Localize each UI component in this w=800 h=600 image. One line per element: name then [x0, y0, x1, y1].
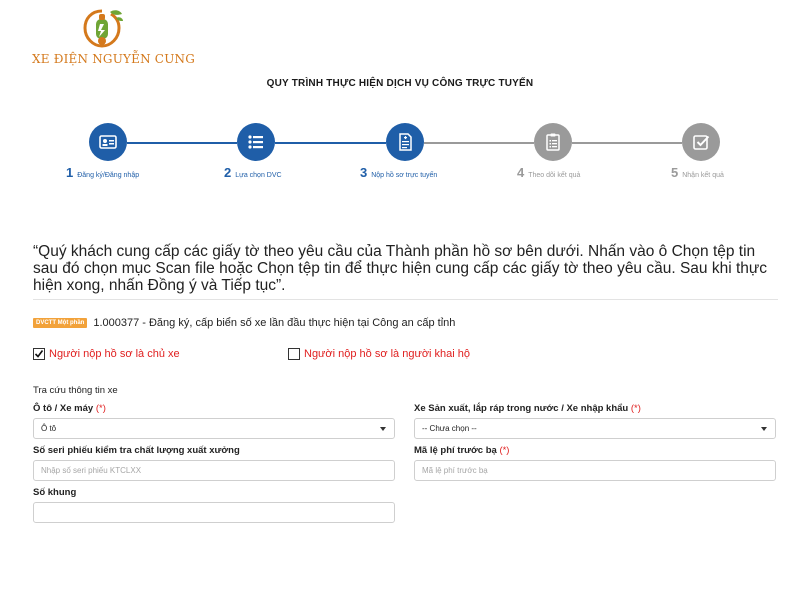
- clipboard-icon: [543, 132, 563, 152]
- step-2-circle[interactable]: [237, 123, 275, 161]
- process-stepper: [0, 120, 800, 190]
- serial-input[interactable]: Nhập số seri phiếu KTCLXX: [33, 460, 395, 481]
- brand-name: XE ĐIỆN NGUYỄN CUNG: [32, 52, 195, 66]
- brand-logo[interactable]: [32, 8, 195, 68]
- serial-label: Số seri phiếu kiểm tra chất lượng xuất xưởng: [33, 445, 240, 456]
- step-3-circle[interactable]: [386, 123, 424, 161]
- step-connector-3-4: [424, 142, 534, 144]
- fee-code-input[interactable]: Mã lệ phí trước bạ: [414, 460, 776, 481]
- step-5-label[interactable]: 5 Nhận kết quả: [671, 165, 724, 180]
- step-1-circle[interactable]: [89, 123, 127, 161]
- proxy-checkbox[interactable]: [288, 348, 300, 360]
- service-title: 1.000377 - Đăng ký, cấp biển số xe lần đầu thực hiện tại Công an cấp tỉnh: [93, 317, 456, 329]
- page-title: QUY TRÌNH THỰC HIỆN DỊCH VỤ CÔNG TRỰC TUYẾN: [266, 78, 534, 89]
- owner-checkbox-label[interactable]: Người nộp hồ sơ là chủ xe: [49, 348, 180, 360]
- origin-select[interactable]: -- Chưa chọn --: [414, 418, 776, 439]
- fee-code-label: Mã lệ phí trước bạ (*): [414, 445, 510, 456]
- list-icon: [246, 132, 266, 152]
- chassis-input[interactable]: [33, 502, 395, 523]
- chassis-label: Số khung: [33, 487, 77, 498]
- step-connector-2-3: [275, 142, 386, 144]
- step-connector-4-5: [572, 142, 682, 144]
- step-1-label[interactable]: 1 Đăng ký/Đăng nhập: [66, 165, 140, 180]
- instruction-text: “Quý khách cung cấp các giấy tờ theo yêu cầu của Thành phần hồ sơ bên dưới. Nhấn vào ô Chọn tệp tin sau đó chọn mục Scan file hoặc Chọn tệp tin để thực hiện cung cấp các giấy tờ theo yêu cầu. Sau khi thực hiện xong, nhấn Đồng ý và Tiếp tục”.: [33, 243, 768, 294]
- step-3-label[interactable]: 3 Nộp hồ sơ trực tuyến: [360, 165, 438, 180]
- option-proxy[interactable]: [288, 348, 470, 360]
- checkmark-icon: [34, 349, 44, 359]
- step-2-label[interactable]: 2 Lựa chọn DVC: [224, 165, 282, 180]
- id-card-icon: [98, 132, 118, 152]
- document-icon: [395, 132, 415, 152]
- section-title: Tra cứu thông tin xe: [33, 385, 118, 396]
- origin-label: Xe Sản xuất, lắp ráp trong nước / Xe nhập khẩu (*): [414, 403, 641, 414]
- electric-scooter-logo-icon: [80, 8, 124, 54]
- step-connector-1-2: [127, 142, 237, 144]
- check-square-icon: [691, 132, 711, 152]
- required-mark: (*): [95, 403, 106, 414]
- vehicle-type-select[interactable]: Ô tô: [33, 418, 395, 439]
- step-5-circle[interactable]: [682, 123, 720, 161]
- option-owner[interactable]: [33, 348, 180, 360]
- service-info: [33, 317, 455, 329]
- dropdown-caret-icon: [380, 427, 386, 431]
- dropdown-caret-icon: [761, 427, 767, 431]
- step-4-circle[interactable]: [534, 123, 572, 161]
- owner-checkbox[interactable]: [33, 348, 45, 360]
- divider: [33, 299, 778, 300]
- step-4-label[interactable]: 4 Theo dõi kết quả: [517, 165, 581, 180]
- proxy-checkbox-label[interactable]: Người nộp hồ sơ là người khai hộ: [304, 348, 471, 360]
- service-badge: DVCTT Một phần: [33, 318, 87, 328]
- required-mark: (*): [630, 403, 641, 414]
- vehicle-type-label: Ô tô / Xe máy (*): [33, 403, 106, 414]
- required-mark: (*): [499, 445, 510, 456]
